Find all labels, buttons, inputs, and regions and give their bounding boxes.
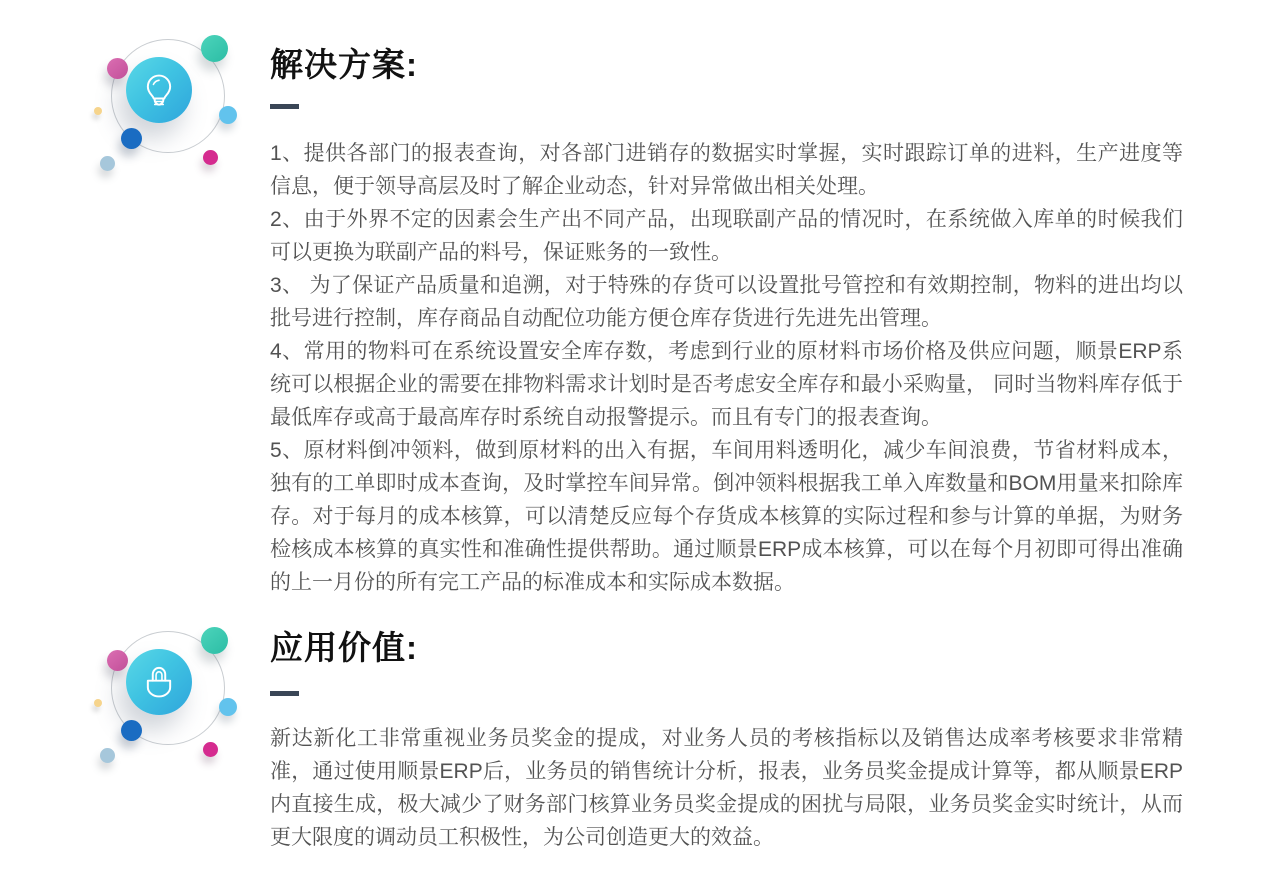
value-section-title: 应用价值: [270,629,418,666]
solution-item-3: 3、 为了保证产品质量和追溯，对于特殊的存货可以设置批号管控和有效期控制，物料的进出均以批号进行控制，库存商品自动配位功能方便仓库存货进行先进先出管理。 [270,274,1183,330]
solution-item-4: 4、常用的物料可在系统设置安全库存数，考虑到行业的原材料市场价格及供应问题，顺景ERP系统可以根据企业的需要在排物料需求计划时是否考虑安全库存和最小采购量， 同时当物料库存低于最低库存或高于最高库存时系统自动报警提示。而且有专门的报表查询。 [270,340,1183,429]
bluegray-dot [100,748,115,763]
teal-dot [201,35,228,62]
solution-icon-cluster [85,26,250,198]
solution-item-1: 1、提供各部门的报表查询，对各部门进销存的数据实时掌握，实时跟踪订单的进料，生产进度等信息，便于领导高层及时了解企业动态，针对异常做出相关处理。 [270,142,1183,198]
pink-dot [107,650,128,671]
magenta-dot [203,150,218,165]
teal-dot [201,627,228,654]
bluegray-dot [100,156,115,171]
pink-dot [107,58,128,79]
solution-item-2: 2、由于外界不定的因素会生产出不同产品，出现联副产品的情况时，在系统做入库单的时候我们可以更换为联副产品的料号，保证账务的一致性。 [270,208,1183,264]
darkblue-dot [121,128,142,149]
lock-icon [138,661,180,703]
yellow-dot [94,699,102,707]
lightbulb-badge [126,57,192,123]
yellow-dot [94,107,102,115]
value-title-underline [270,691,299,696]
lightblue-dot [219,106,237,124]
solution-paragraphs [270,137,1183,599]
solution-section-title: 解决方案: [270,46,418,83]
value-paragraph: 新达新化工非常重视业务员奖金的提成，对业务人员的考核指标以及销售达成率考核要求非常精准，通过使用顺景ERP后，业务员的销售统计分析，报表，业务员奖金提成计算等，都从顺景ERP内直接生成，极大减少了财务部门核算业务员奖金提成的困扰与局限，业务员奖金实时统计，从而更大限度的调动员工积极性，为公司创造更大的效益。 [270,727,1183,849]
lightblue-dot [219,698,237,716]
value-paragraphs [270,722,1183,854]
lock-badge [126,649,192,715]
solution-title-underline [270,104,299,109]
value-icon-cluster [85,618,250,790]
lightbulb-icon [138,69,180,111]
solution-item-5: 5、原材料倒冲领料，做到原材料的出入有据，车间用料透明化，减少车间浪费，节省材料成本，独有的工单即时成本查询，及时掌控车间异常。倒冲领料根据我工单入库数量和BOM用量来扣除库存。对于每月的成本核算，可以清楚反应每个存货成本核算的实际过程和参与计算的单据，为财务检核成本核算的真实性和准确性提供帮助。通过顺景ERP成本核算，可以在每个月初即可得出准确的上一月份的所有完工产品的标准成本和实际成本数据。 [270,439,1183,594]
magenta-dot [203,742,218,757]
darkblue-dot [121,720,142,741]
